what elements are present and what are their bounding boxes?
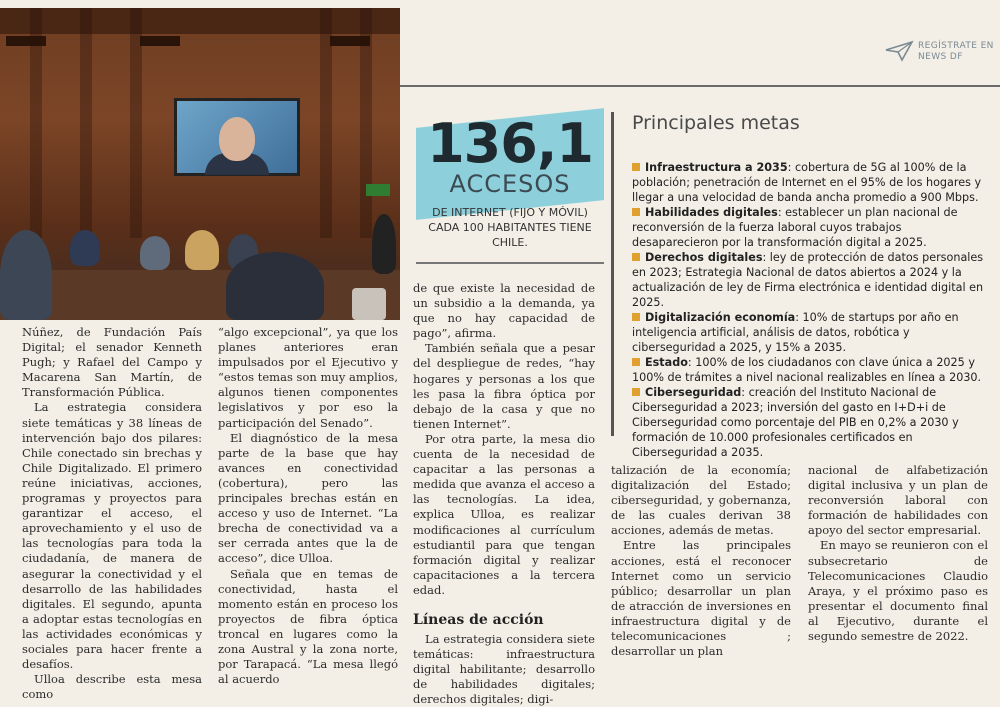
goal-item: [632, 385, 986, 460]
paragraph: También señala que a pesar del despliegue de redes, “hay hogares y personas a los que les pasa la fibra óptica por debajo de la casa y que no tienen Internet”.: [413, 341, 595, 431]
ceiling-vent: [140, 36, 180, 46]
paragraph: talización de la economía; digitalización del Estado; ciberseguridad, y gobernanza, de las cuales derivan 38 acciones, además de metas.: [611, 463, 791, 538]
paragraph: Entre las principales acciones, está el reconocer Internet como un servicio público; desarrollar un plan de atracción de inversiones en infraestructura digital y de telecomunicaciones ; desarrollar un plan: [611, 538, 791, 659]
goal-title: Habilidades digitales: [645, 206, 778, 219]
stat-description-line: DE INTERNET (FIJO Y MÓVIL): [432, 206, 588, 219]
paragraph: En mayo se reunieron con el subsecretario de Telecomunicaciones Claudio Araya, y el próximo paso es presentar el documento final al Ejecutivo, durante el segundo semestre de 2022.: [808, 538, 988, 644]
attendee: [0, 230, 52, 320]
goals-title: Principales metas: [632, 112, 800, 134]
paragraph: La estrategia considera siete temáticas: infraestructura digital habilitante; desarrollo de habilidades digitales; derechos digitales; digi-: [413, 631, 595, 707]
stat-number: 136,1: [427, 112, 593, 175]
goal-title: Infraestructura a 2035: [645, 161, 788, 174]
paragraph: Ulloa describe esta mesa como: [22, 672, 202, 702]
article-column-5: [808, 463, 988, 644]
logo-text: [918, 41, 994, 63]
bullet-icon: [632, 313, 640, 321]
wall-panel: [30, 8, 42, 238]
goal-text: : creación del Instituto Nacional de Ciberseguridad a 2023; inversión del gasto en I+D+i de Ciberseguridad como porcentaje del PIB en 0,2% a 2030 y formación de 10.000 profesionales certificados en Ciberseguridad a 2035.: [632, 386, 959, 459]
stat-label: ACCESOS: [449, 170, 571, 198]
stat-description: [420, 205, 600, 250]
bullet-icon: [632, 208, 640, 216]
goal-item: [632, 310, 986, 355]
goal-text: : 100% de los ciudadanos con clave única a 2025 y 100% de trámites a nivel nacional realizables en línea a 2030.: [632, 356, 982, 384]
logo-text-line: REGÍSTRATE EN: [918, 41, 994, 51]
attendee: [226, 252, 324, 320]
goal-text: : 10% de startups por año en inteligencia artificial, análisis de datos, robótica y ciberseguridad a 2025, y 15% a 2035.: [632, 311, 959, 354]
article-column-4: [611, 463, 791, 659]
goal-text: : ley de protección de datos personales en 2023; Estrategia Nacional de datos abiertos a 2024 y la actualización de ley de Firma electrónica e identidad digital en 2025.: [632, 251, 984, 309]
paper-plane-icon: [884, 40, 914, 62]
vertical-divider: [611, 112, 614, 436]
meeting-table: [0, 270, 400, 320]
goal-text: : cobertura de 5G al 100% de la población; penetración de Internet en el 95% de los hogares y llegar a una velocidad de banda ancha promedio a 900 Mbps.: [632, 161, 982, 204]
top-rule: [400, 85, 1000, 87]
bullet-icon: [632, 388, 640, 396]
speaker-face: [219, 117, 255, 161]
goals-list: [632, 160, 986, 460]
article-column-2: [218, 325, 398, 687]
goal-item: [632, 250, 986, 310]
article-column-1: [22, 325, 202, 702]
exit-sign: [366, 184, 390, 196]
paragraph: La estrategia considera siete temáticas y 38 líneas de intervención bajo dos pilares: Chile conectado sin brechas y Chile Digitalizado. El primero reúne iniciativas, acciones, programas y proyectos para garantizar el acceso, el aprovechamiento y el uso de las tecnologías para toda la ciudadanía, de manera de asegurar la conectividad y el desarrollo de las habilidades digitales. El segundo, apunta a adoptar estas tecnologías en las actividades económicas y sociales para hacer frente a desafíos.: [22, 400, 202, 672]
attendee: [70, 230, 100, 266]
goal-item: [632, 205, 986, 250]
paragraph: El diagnóstico de la mesa parte de la base que hay avances en conectividad (cobertura), pero las principales brechas están en acceso y uso de Internet. “La brecha de conectividad va a ser cerrada antes que la de acceso”, dice Ulloa.: [218, 430, 398, 566]
goal-title: Estado: [645, 356, 688, 369]
stat-description-line: CHILE.: [492, 236, 528, 249]
goal-title: Ciberseguridad: [645, 386, 742, 399]
paragraph: de que existe la necesidad de un subsidio a la demanda, ya que no hay capacidad de pago”, afirma.: [413, 281, 595, 341]
section-subheading: Líneas de acción: [413, 611, 544, 628]
bullet-icon: [632, 163, 640, 171]
paragraph: Núñez, de Fundación País Digital; el senador Kenneth Pugh; y Rafael del Campo y Macarena San Martín, de Transformación Pública.: [22, 325, 202, 400]
paragraph: Por otra parte, la mesa dio cuenta de la necesidad de capacitar a las personas a medida que avanza el acceso a las tecnologías. La idea, explica Ulloa, es realizar modificaciones al currículum estudiantil para que tengan formación digital y realizar capacitaciones a la tercera edad.: [413, 431, 595, 597]
wall-panel: [130, 8, 142, 238]
attendee: [372, 214, 396, 274]
chair: [352, 288, 386, 320]
wall-panel: [360, 8, 372, 238]
logo-text-line: NEWS DF: [918, 52, 963, 62]
goal-item: [632, 160, 986, 205]
wall-panel: [320, 8, 332, 238]
paragraph: “algo excepcional”, ya que los planes anteriores eran impulsados por el Ejecutivo y “estos temas son muy amplios, algunos tienen componentes legislativos y por eso la participación del Senado”.: [218, 325, 398, 430]
goal-title: Derechos digitales: [645, 251, 763, 264]
bullet-icon: [632, 358, 640, 366]
divider: [416, 262, 604, 264]
news-df-logo[interactable]: [884, 40, 994, 66]
goal-title: Digitalización economía: [645, 311, 796, 324]
paragraph: nacional de alfabetización digital inclusiva y un plan de reconversión laboral con formación de habilidades con apoyo del sector empresarial.: [808, 463, 988, 538]
attendee: [140, 236, 170, 270]
stat-description-line: CADA 100 HABITANTES TIENE: [428, 221, 592, 234]
wall-panel: [80, 8, 92, 238]
goal-text: : establecer un plan nacional de reconversión de la fuerza laboral cuyos trabajos desaparecieron por la transformación digital a 2025.: [632, 206, 958, 249]
bullet-icon: [632, 253, 640, 261]
article-column-3: [413, 281, 595, 707]
attendee: [185, 230, 219, 270]
ceiling: [0, 8, 400, 34]
video-call-screen: [174, 98, 300, 176]
paragraph: Señala que en temas de conectividad, hasta el momento están en proceso los proyectos de fibra óptica troncal en lugares como la zona Austral y la zona norte, por Tarapacá. “La mesa llegó al acuerdo: [218, 566, 398, 687]
goal-item: [632, 355, 986, 385]
senate-meeting-photo: [0, 8, 400, 320]
